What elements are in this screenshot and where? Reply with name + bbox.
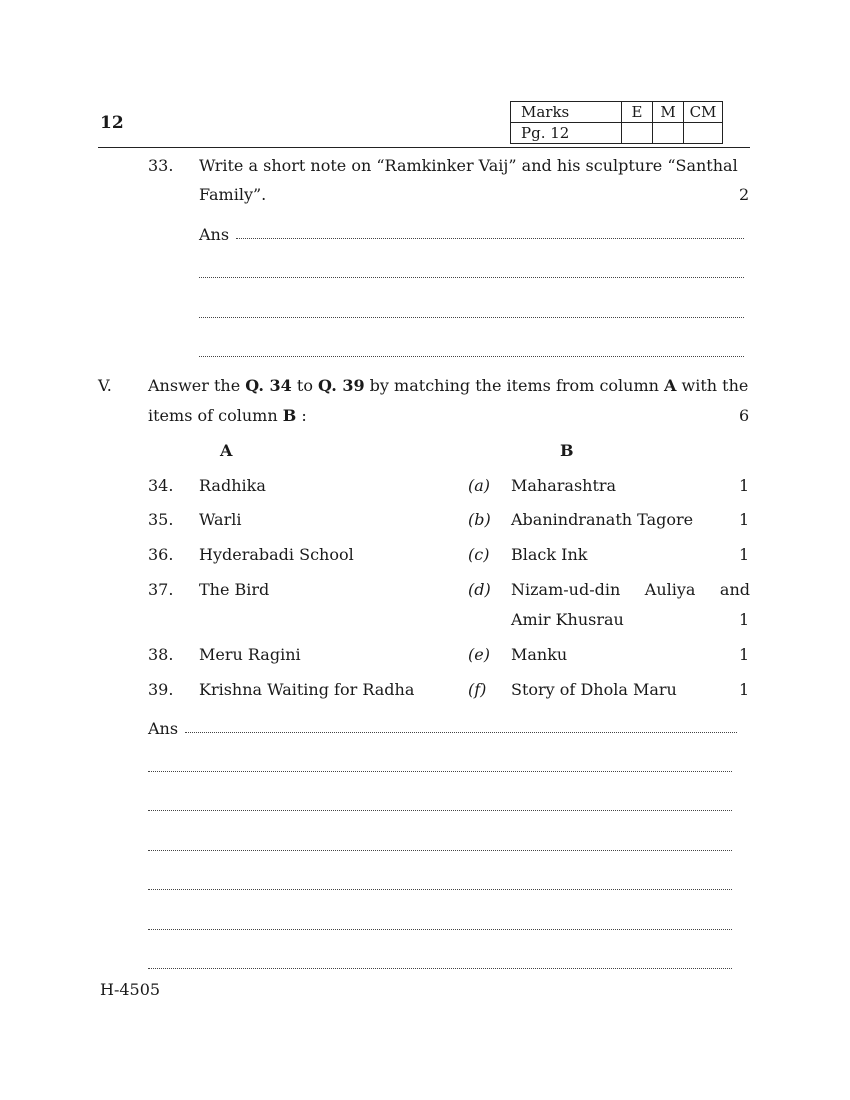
match-item-b: Story of Dhola Maru xyxy=(511,680,677,699)
section-answer-line-5[interactable] xyxy=(148,889,732,890)
q33-answer-line-1[interactable] xyxy=(236,238,744,239)
column-a-header: A xyxy=(220,441,233,460)
section-answer-line-2[interactable] xyxy=(148,771,732,772)
match-row-marks: 1 xyxy=(739,680,750,699)
match-item-a: Hyderabadi School xyxy=(199,545,354,564)
match-row-number: 34. xyxy=(148,476,174,495)
q33-marks: 2 xyxy=(739,185,750,204)
match-option-letter: (d) xyxy=(468,580,491,599)
section-answer-line-6[interactable] xyxy=(148,929,732,930)
q33-answer-line-3[interactable] xyxy=(199,317,744,318)
q33-number: 33. xyxy=(148,156,174,175)
match-item-b: Nizam-ud-din Auliya and xyxy=(511,580,750,599)
match-item-b: Abanindranath Tagore xyxy=(511,510,694,529)
marks-header-cm: CM xyxy=(684,102,723,123)
section-instruction-line2: items of column B : xyxy=(148,406,307,425)
match-option-letter: (b) xyxy=(468,510,491,529)
match-item-b: Black Ink xyxy=(511,545,588,564)
match-row-marks: 1 xyxy=(739,545,750,564)
section-answer-line-4[interactable] xyxy=(148,850,732,851)
marks-box xyxy=(510,101,723,144)
header-rule xyxy=(98,147,750,148)
q33-ans-label: Ans xyxy=(199,225,230,244)
match-row-marks: 1 xyxy=(739,610,750,629)
match-item-a: Meru Ragini xyxy=(199,645,301,664)
marks-header-m: M xyxy=(653,102,684,123)
section-answer-line-7[interactable] xyxy=(148,968,732,969)
match-option-letter: (c) xyxy=(468,545,490,564)
match-row-number: 38. xyxy=(148,645,174,664)
q33-text-line2: Family”. xyxy=(199,185,267,204)
paper-code: H-4505 xyxy=(100,980,161,999)
match-option-letter: (f) xyxy=(468,680,487,699)
match-item-b: Manku xyxy=(511,645,568,664)
match-item-a: Krishna Waiting for Radha xyxy=(199,680,415,699)
match-option-letter: (e) xyxy=(468,645,490,664)
match-row-number: 36. xyxy=(148,545,174,564)
match-row-number: 37. xyxy=(148,580,174,599)
match-item-a: Warli xyxy=(199,510,242,529)
q33-text-line1: Write a short note on “Ramkinker Vaij” and his sculpture “Santhal xyxy=(199,156,738,175)
section-marks: 6 xyxy=(739,406,750,425)
match-row-marks: 1 xyxy=(739,476,750,495)
match-item-b: Maharashtra xyxy=(511,476,617,495)
column-b-header: B xyxy=(560,441,574,460)
section-instruction-line1: Answer the Q. 34 to Q. 39 by matching the items from column A with the xyxy=(148,376,749,395)
q33-answer-line-4[interactable] xyxy=(199,356,744,357)
match-row-number: 39. xyxy=(148,680,174,699)
match-item-a: Radhika xyxy=(199,476,266,495)
match-row-marks: 1 xyxy=(739,645,750,664)
q33-answer-line-2[interactable] xyxy=(199,277,744,278)
marks-cell-e[interactable] xyxy=(622,123,653,144)
marks-label: Marks xyxy=(511,102,622,123)
marks-cell-cm[interactable] xyxy=(684,123,723,144)
page-number: 12 xyxy=(100,113,124,133)
match-item-b-continued: Amir Khusrau xyxy=(511,610,624,629)
match-row-number: 35. xyxy=(148,510,174,529)
match-item-a: The Bird xyxy=(199,580,270,599)
marks-page-label: Pg. 12 xyxy=(511,123,622,144)
section-answer-line-1[interactable] xyxy=(185,732,737,733)
section-ans-label: Ans xyxy=(148,719,179,738)
marks-header-e: E xyxy=(622,102,653,123)
match-option-letter: (a) xyxy=(468,476,491,495)
match-row-marks: 1 xyxy=(739,510,750,529)
marks-cell-m[interactable] xyxy=(653,123,684,144)
section-answer-line-3[interactable] xyxy=(148,810,732,811)
section-numeral: V. xyxy=(98,376,112,395)
